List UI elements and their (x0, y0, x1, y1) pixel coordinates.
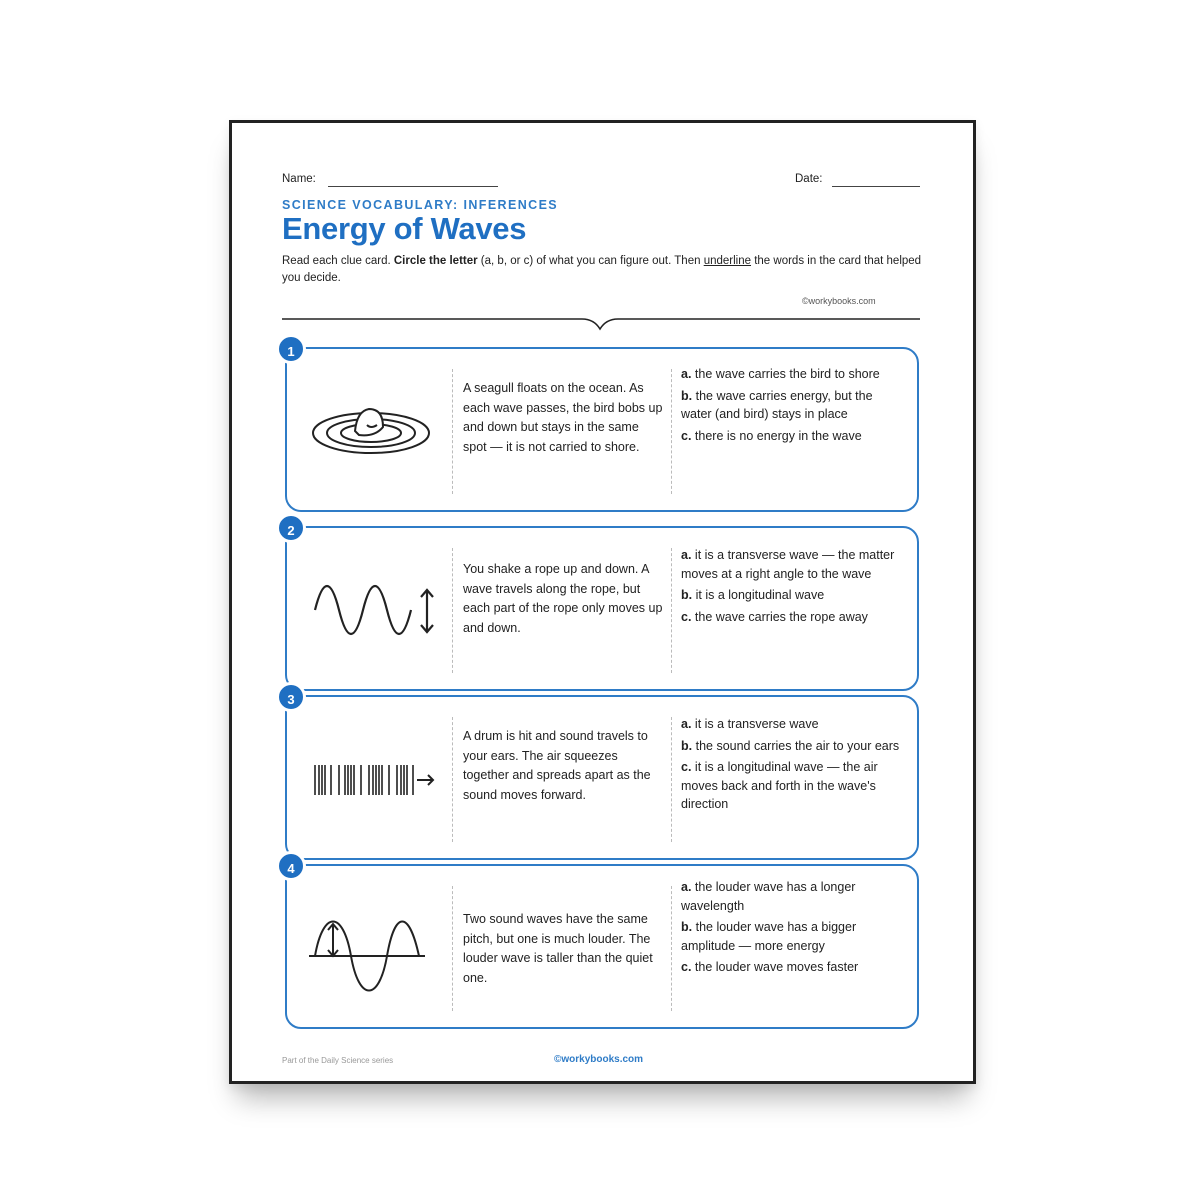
choice-b[interactable] (681, 387, 901, 424)
choice-a[interactable] (681, 546, 901, 583)
choice-text: the sound carries the air to your ears (695, 738, 900, 753)
choice-letter[interactable]: c. (681, 609, 692, 624)
card-divider (671, 717, 672, 842)
clue-text: Two sound waves have the same pitch, but one is much louder. The louder wave is taller than the quiet one. (463, 912, 653, 985)
choice-letter[interactable]: c. (681, 760, 692, 774)
instructions-bold: Circle the letter (393, 255, 478, 267)
choice-a[interactable] (681, 878, 901, 915)
seagull-on-ripples-icon (309, 371, 439, 489)
card-divider (452, 369, 453, 494)
choice-letter[interactable]: b. (681, 738, 693, 753)
date-line (832, 186, 920, 187)
name-line (328, 186, 498, 187)
transverse-wave-icon (309, 550, 439, 668)
clue-text: A drum is hit and sound travels to your ears. The air squeezes together and spreads apart as the sound moves forward. (463, 729, 651, 802)
card-divider (671, 548, 672, 673)
choice-letter[interactable]: a. (681, 548, 692, 562)
instructions (282, 253, 922, 287)
instructions-part-3: the words in the card that helped you decide. (282, 255, 922, 284)
amplitude-wave-icon (309, 888, 439, 1006)
choice-a[interactable] (681, 365, 901, 384)
choice-letter[interactable]: b. (681, 388, 693, 403)
section-eyebrow: SCIENCE VOCABULARY: INFERENCES (282, 198, 559, 212)
clue-card-2 (285, 523, 919, 691)
date-label: Date: (795, 173, 823, 185)
answer-choices (681, 365, 901, 448)
choice-letter[interactable]: b. (681, 588, 693, 602)
card-divider (452, 717, 453, 842)
card-divider (671, 886, 672, 1011)
card-divider (452, 548, 453, 673)
choice-letter[interactable]: a. (681, 880, 692, 894)
choice-text: it is a longitudinal wave — the air moves back and forth in the wave's direction (681, 760, 878, 811)
brace-divider (282, 311, 922, 333)
choice-text: the wave carries the bird to shore (694, 367, 880, 381)
clue-text: A seagull floats on the ocean. As each wave passes, the bird bobs up and down but stays in the same spot — it is not carried to shore. (463, 381, 663, 454)
card-number-badge: 2 (276, 513, 306, 543)
clue-card-4 (285, 861, 919, 1029)
worksheet-page (229, 120, 976, 1084)
instructions-part-2: (a, b, or c) of what you can figure out. Then (477, 255, 704, 267)
card-number-badge: 3 (276, 682, 306, 712)
clue-text: You shake a rope up and down. A wave travels along the rope, but each part of the rope only moves up and down. (463, 562, 663, 635)
page-title: Energy of Waves (282, 211, 527, 246)
choice-text: the wave carries energy, but the water (and bird) stays in place (681, 388, 873, 421)
choice-text: it is a longitudinal wave (695, 588, 825, 602)
answer-choices (681, 546, 901, 629)
choice-b[interactable] (681, 586, 901, 605)
footer-site-link[interactable]: ©workybooks.com (554, 1054, 644, 1065)
instructions-underline: underline (703, 255, 752, 267)
answer-choices (681, 715, 901, 817)
answer-choices (681, 878, 901, 980)
choice-text: the wave carries the rope away (694, 609, 868, 624)
choice-text: it is a transverse wave (694, 717, 819, 731)
choice-text: there is no energy in the wave (694, 428, 862, 443)
card-number-badge: 4 (276, 851, 306, 881)
choice-letter[interactable]: a. (681, 717, 692, 731)
choice-a[interactable] (681, 715, 901, 734)
choice-text: the louder wave moves faster (694, 960, 859, 974)
choice-text: it is a transverse wave — the matter moves at a right angle to the wave (681, 548, 895, 581)
card-number-badge: 1 (276, 334, 306, 364)
copyright-text: ©workybooks.com (802, 296, 876, 306)
longitudinal-wave-icon (309, 719, 439, 837)
name-label: Name: (282, 173, 316, 185)
instructions-part-1: Read each clue card. (282, 255, 394, 267)
choice-c[interactable] (681, 758, 901, 814)
choice-letter[interactable]: a. (681, 367, 692, 381)
choice-b[interactable] (681, 918, 901, 955)
clue-card-1 (285, 344, 919, 512)
clue-card-3 (285, 692, 919, 860)
choice-c[interactable] (681, 958, 901, 977)
choice-text: the louder wave has a longer wavelength (681, 880, 856, 913)
choice-letter[interactable]: c. (681, 960, 692, 974)
choice-b[interactable] (681, 737, 901, 756)
choice-c[interactable] (681, 608, 901, 627)
choice-c[interactable] (681, 427, 901, 446)
choice-text: the louder wave has a bigger amplitude — more energy (681, 920, 857, 953)
footer-series: Part of the Daily Science series (282, 1056, 394, 1065)
card-divider (671, 369, 672, 494)
card-divider (452, 886, 453, 1011)
choice-letter[interactable]: c. (681, 428, 692, 443)
choice-letter[interactable]: b. (681, 920, 693, 934)
